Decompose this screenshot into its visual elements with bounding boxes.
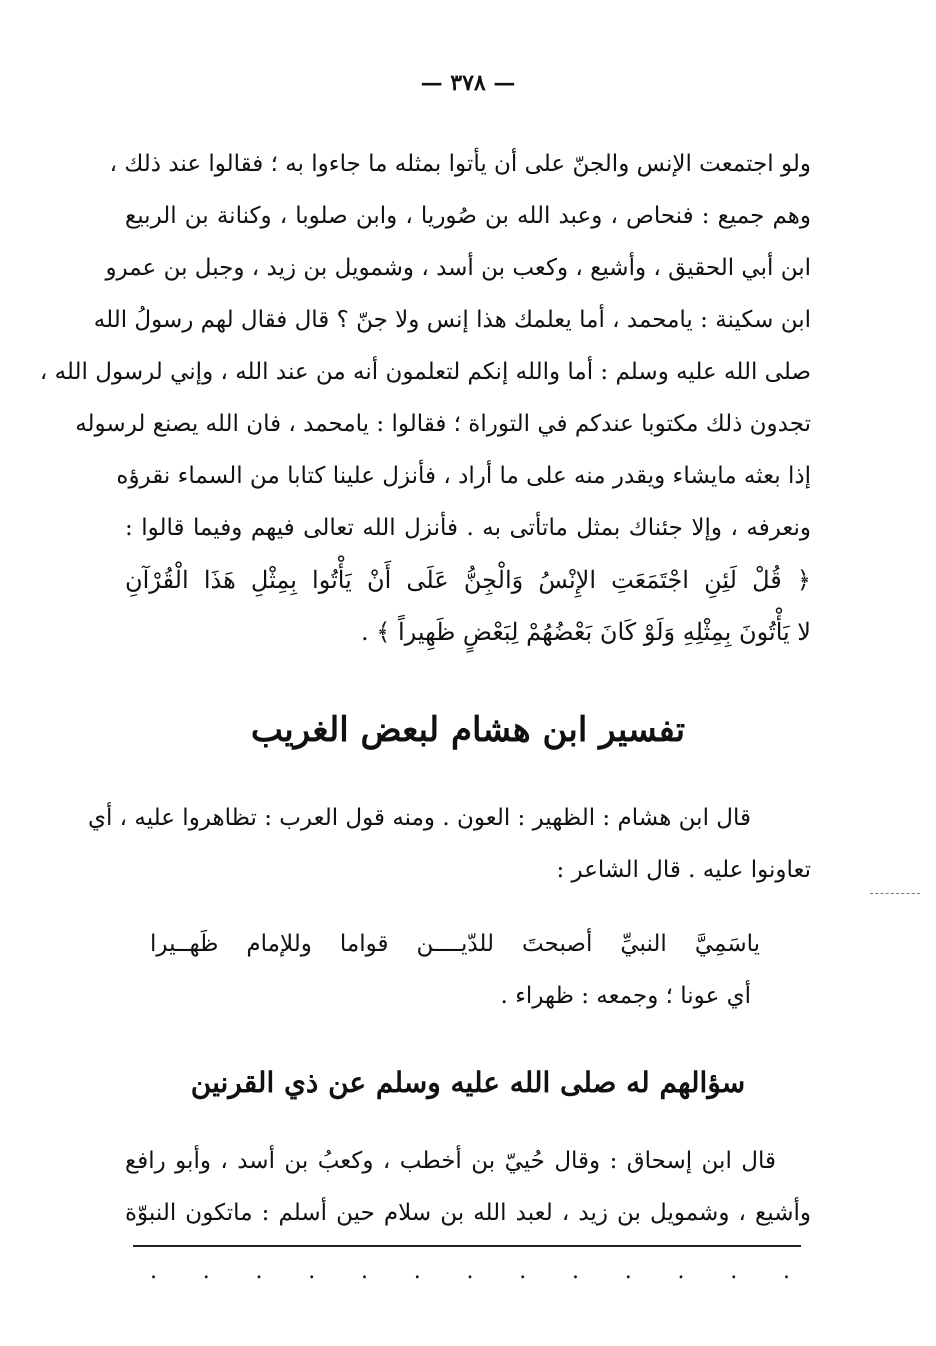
text-line: وهم جميع : فنحاص ، وعبد الله بن صُوريا ، وابن صلوبا ، وكنانة بن الربيع [125, 203, 811, 229]
footer-rule [133, 1245, 801, 1247]
footer-dot: . [624, 1259, 632, 1284]
footer-dot: . [150, 1259, 157, 1284]
text-line: قال ابن هشام : الظهير : العون . ومنه قول العرب : تظاهروا عليه ، أي [87, 805, 751, 831]
footer-dot: . [255, 1259, 263, 1284]
margin-mark [870, 893, 920, 896]
footer-dot: . [361, 1259, 368, 1284]
footer-dots [150, 1259, 790, 1284]
section-heading-gharib: تفسير ابن هشام لبعض الغريب [250, 710, 686, 750]
text-line: قال ابن إسحاق : وقال حُييّ بن أخطب ، وكعبُ بن أسد ، وأبو رافع [125, 1148, 776, 1174]
text-line: وأشيع ، وشمويل بن زيد ، لعبد الله بن سلام حين أسلم : ماتكون النبوّة [125, 1200, 811, 1226]
paragraph-3 [125, 970, 811, 1022]
text-line: ابن سكينة : يامحمد ، أما يعلمك هذا إنس ولا جنّ ؟ قال فقال لهم رسولُ الله [93, 307, 811, 333]
quran-verse-block [125, 554, 811, 658]
text-line: إذا بعثه مايشاء ويقدر منه على ما أراد ، فأنزل علينا كتابا من السماء نقرؤه [116, 463, 811, 489]
footer-dot: . [677, 1259, 685, 1284]
text-line: أي عونا ؛ وجمعه : ظهراء . [500, 983, 751, 1009]
footer-dot: . [466, 1259, 474, 1284]
quran-line: ﴿ قُلْ لَئِنِ اجْتَمَعَتِ الإِنْسُ وَالْجِنُّ عَلَى أَنْ يَأْتُوا بِمِثْلِ هَذَا الْقُرْآنِ [125, 566, 811, 594]
text-line: ونعرفه ، وإلا جئناك بمثل ماتأتى به . فأنزل الله تعالى فيهم وفيما قالوا : [125, 515, 811, 541]
text-line: ابن أبي الحقيق ، وأشيع ، وكعب بن أسد ، وشمويل بن زيد ، وجبل بن عمرو [105, 255, 811, 281]
text-line: ولو اجتمعت الإنس والجنّ على أن يأتوا بمثله ما جاءوا به ؛ فقالوا عند ذلك ، [109, 151, 811, 177]
text-line: تعاونوا عليه . قال الشاعر : [556, 857, 811, 883]
page-number: — ٣٧٨ — [420, 70, 516, 96]
paragraph-4 [125, 1135, 811, 1239]
paragraph-1 [39, 138, 811, 658]
footer-dot: . [730, 1259, 738, 1284]
footer-dot: . [308, 1259, 316, 1284]
footer-dot: . [572, 1259, 579, 1284]
poetry-verse: ياسَمِيَّ النبيِّ أصبحتَ للدّيــــن قواما وللإمام ظَهــيرا [150, 931, 760, 957]
footer-dot: . [413, 1259, 421, 1284]
section-heading-dhul-qarnayn: سؤالهم له صلى الله عليه وسلم عن ذي القرنين [190, 1066, 746, 1099]
text-line: تجدون ذلك مكتوبا عندكم في التوراة ؛ فقالوا : يامحمد ، فان الله يصنع لرسوله [75, 411, 811, 437]
paragraph-2 [87, 792, 811, 896]
footer-dot: . [519, 1259, 527, 1284]
footer-dot: . [783, 1259, 790, 1284]
text-line: صلى الله عليه وسلم : أما والله إنكم لتعلمون أنه من عند الله ، وإني لرسول الله ، [39, 359, 811, 385]
footer-dot: . [202, 1259, 210, 1284]
quran-line: لا يَأْتُونَ بِمِثْلِهِ وَلَوْ كَانَ بَعْضُهُمْ لِبَعْضٍ ظَهِيراً ﴾ . [361, 618, 811, 646]
